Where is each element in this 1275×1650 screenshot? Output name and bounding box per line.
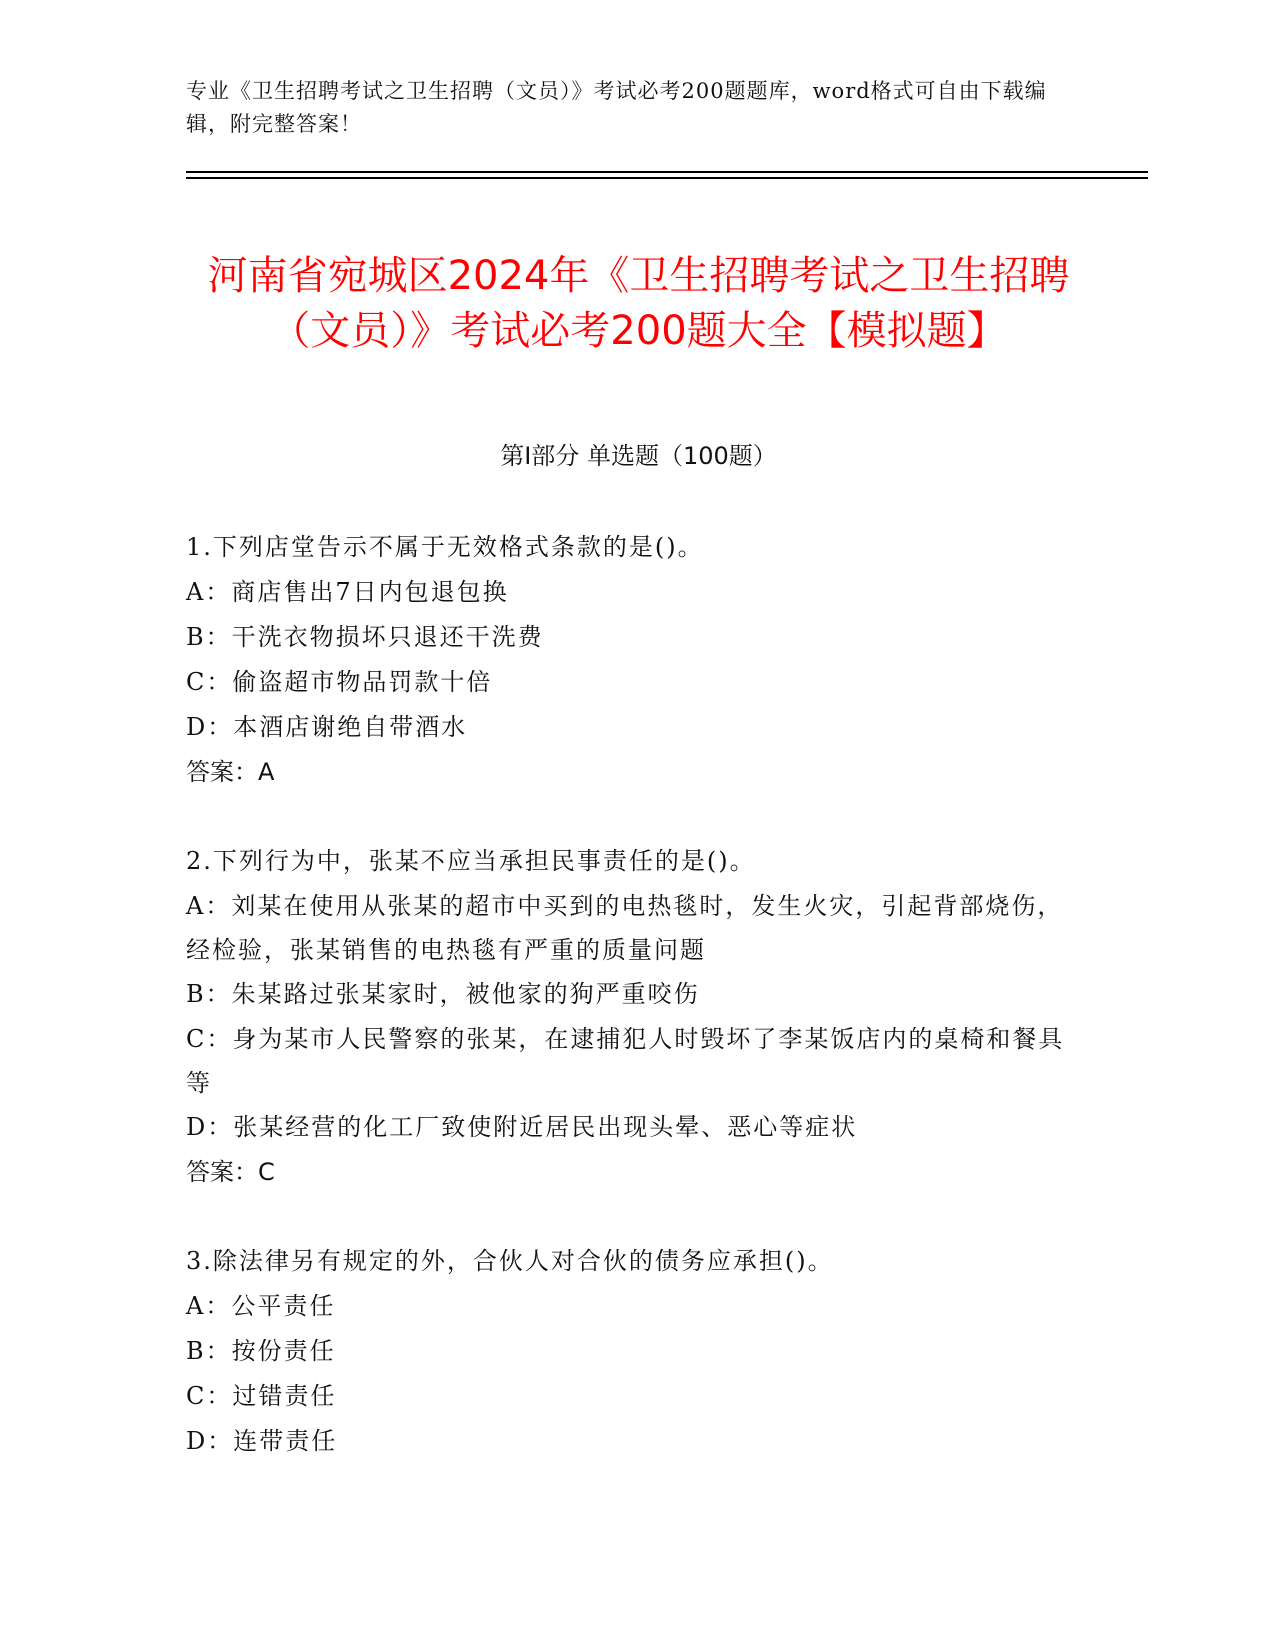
option-c: C：身为某市人民警察的张某，在逮捕犯人时毁坏了李某饭店内的桌椅和餐具等: [186, 1025, 1065, 1097]
header-divider-bottom: [186, 177, 1148, 179]
header-divider-top: [186, 171, 1148, 173]
answer-line: 答案：A: [186, 758, 275, 786]
question-stem: 1.下列店堂告示不属于无效格式条款的是()。: [186, 533, 704, 561]
document-title: 河南省宛城区2024年《卫生招聘考试之卫生招聘（文员）》考试必考200题大全【模拟题】: [207, 252, 1070, 354]
question-1: [186, 525, 1066, 795]
option-b: B：干洗衣物损坏只退还干洗费: [186, 623, 544, 651]
question-2: [186, 839, 1066, 1195]
option-d: D：张某经营的化工厂致使附近居民出现头晕、恶心等症状: [186, 1113, 858, 1141]
option-d: D：本酒店谢绝自带酒水: [186, 713, 468, 741]
section-heading: 第Ⅰ部分 单选题（100题）: [500, 442, 777, 470]
answer-line: 答案：C: [186, 1158, 275, 1186]
option-c: C：过错责任: [186, 1382, 337, 1410]
question-stem: 2.下列行为中，张某不应当承担民事责任的是()。: [186, 847, 756, 875]
option-b: B：按份责任: [186, 1337, 336, 1365]
option-c: C：偷盗超市物品罚款十倍: [186, 668, 493, 696]
option-a: A：商店售出7日内包退包换: [186, 578, 509, 606]
question-list: [186, 525, 1066, 1508]
option-a: A：公平责任: [186, 1292, 336, 1320]
header-note: 专业《卫生招聘考试之卫生招聘（文员）》考试必考200题题库，word格式可自由下载编辑，附完整答案！: [186, 79, 1047, 136]
question-3: [186, 1239, 1066, 1464]
option-a: A：刘某在使用从张某的超市中买到的电热毯时，发生火灾，引起背部烧伤，经检验，张某销售的电热毯有严重的质量问题: [186, 892, 1064, 964]
question-stem: 3.除法律另有规定的外，合伙人对合伙的债务应承担()。: [186, 1247, 834, 1275]
option-d: D：连带责任: [186, 1427, 338, 1455]
option-b: B：朱某路过张某家时，被他家的狗严重咬伤: [186, 980, 700, 1008]
